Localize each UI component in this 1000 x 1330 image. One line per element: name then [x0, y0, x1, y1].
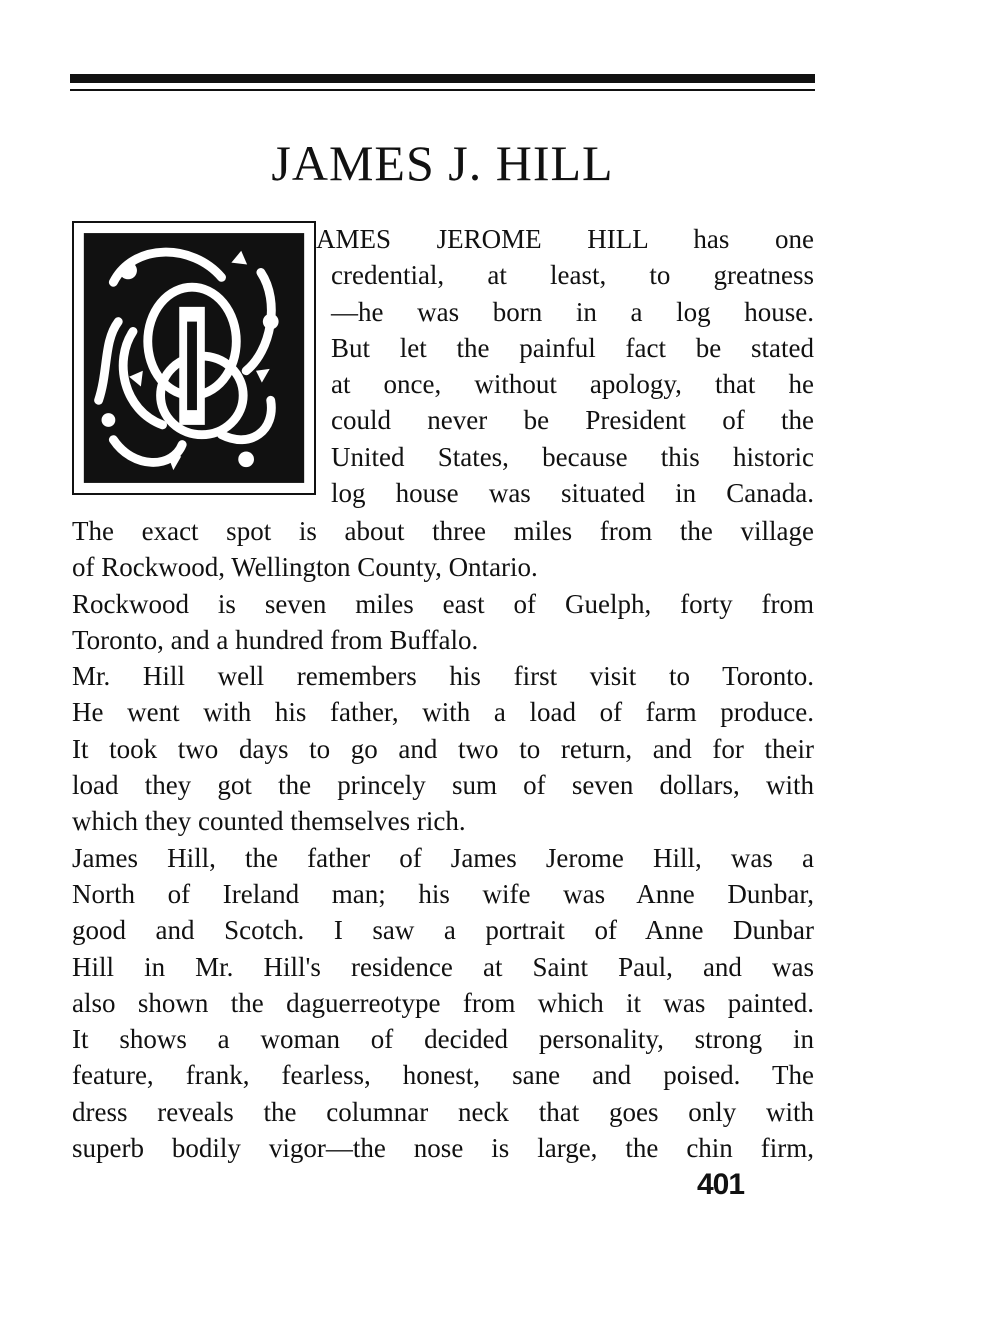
text-line: —he was born in a log house. [331, 296, 814, 327]
header-rule-thick [70, 74, 815, 83]
text-line: He went with his father, with a load of farm produce. [72, 697, 814, 728]
text-line: load they got the princely sum of seven dollars, with [72, 770, 814, 801]
text-line: log house was situated in Canada. [331, 478, 814, 509]
text-line: which they counted themselves rich. [72, 806, 466, 837]
text-line: It took two days to go and two to return, and for their [72, 733, 814, 764]
page-number: 401 [697, 1168, 745, 1201]
header-rule-thin [70, 89, 815, 91]
text-line: at once, without apology, that he [331, 369, 814, 400]
text-line: North of Ireland man; his wife was Anne Dunbar, [72, 878, 814, 909]
text-line: Toronto, and a hundred from Buffalo. [72, 624, 479, 655]
text-line: It shows a woman of decided personality, strong in [72, 1024, 814, 1055]
text-line: Rockwood is seven miles east of Guelph, forty from [72, 588, 814, 619]
ornamental-dropcap-j [72, 221, 316, 495]
paragraph-opening [316, 221, 814, 511]
body-text [72, 513, 814, 1166]
text-line: feature, frank, fearless, honest, sane and poised. The [72, 1060, 814, 1091]
text-line: good and Scotch. I saw a portrait of Anne Dunbar [72, 915, 814, 946]
text-line: dress reveals the columnar neck that goes only with [72, 1096, 814, 1127]
text-line: also shown the daguerreotype from which it was painted. [72, 987, 814, 1018]
text-line: The exact spot is about three miles from the village [72, 516, 814, 546]
text-line: James Hill, the father of James Jerome Hill, was a [72, 842, 814, 873]
text-line: But let the painful fact be stated [331, 332, 814, 363]
page-title: JAMES J. HILL [271, 135, 614, 191]
text-line: Hill in Mr. Hill's residence at Saint Paul, and was [72, 951, 814, 982]
text-line: AMES JEROME HILL has one [316, 224, 814, 254]
text-line: superb bodily vigor—the nose is large, the chin firm, [72, 1133, 814, 1164]
text-line: of Rockwood, Wellington County, Ontario. [72, 552, 538, 583]
text-line: United States, because this historic [331, 441, 814, 472]
text-line: could never be President of the [331, 405, 814, 436]
text-line: Mr. Hill well remembers his first visit to Toronto. [72, 661, 814, 692]
text-line: credential, at least, to greatness [331, 260, 814, 291]
